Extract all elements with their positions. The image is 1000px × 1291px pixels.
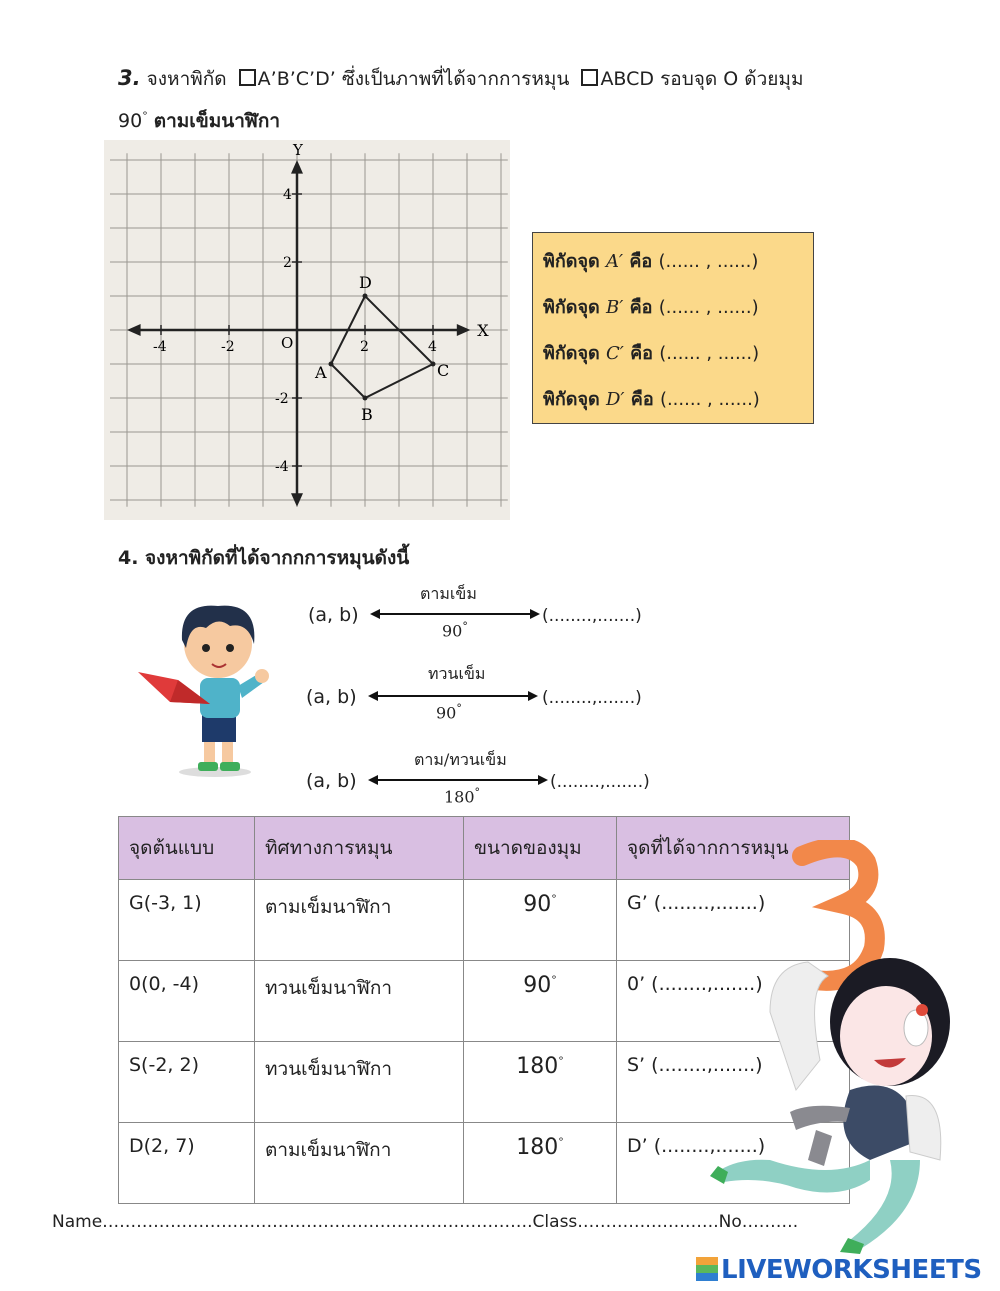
rotation-from: (a, b)	[306, 770, 357, 792]
answer-word: คือ	[629, 251, 653, 272]
table-cell-point: S(-2, 2)	[119, 1042, 255, 1123]
q3-shape-prime: A’B’C’D’	[257, 68, 336, 90]
degree-sign: °	[558, 1135, 564, 1149]
degree-sign: °	[456, 702, 462, 715]
quadrilateral-abcd	[331, 296, 433, 398]
table-cell-point: D(2, 7)	[119, 1123, 255, 1204]
table-header: จุดต้นแบบ	[119, 817, 255, 880]
table-cell-point: 0(0, -4)	[119, 961, 255, 1042]
logo-icon	[696, 1257, 718, 1281]
answer-box	[532, 232, 814, 424]
quadrilateral-icon	[581, 69, 598, 86]
table-cell-result[interactable]: 0’ (........,.......)	[617, 961, 850, 1042]
angle-value: 90	[523, 892, 552, 917]
rotation-direction: ตามเข็ม	[420, 584, 477, 603]
vertex-point	[329, 362, 334, 367]
x-tick-label: -4	[153, 339, 167, 355]
answer-blank[interactable]: (...... , ......)	[658, 297, 759, 318]
angle-value: 90	[523, 973, 552, 998]
answer-word: คือ	[630, 389, 654, 410]
answer-row-a[interactable]	[543, 239, 813, 285]
girl-with-number-three-illustration	[710, 840, 980, 1260]
rotation-row-2	[306, 660, 642, 723]
table-cell-result[interactable]: S’ (........,.......)	[617, 1042, 850, 1123]
degree-sign: °	[551, 973, 557, 987]
answer-blank[interactable]: (...... , ......)	[659, 389, 760, 410]
q3-angle: 90	[118, 110, 143, 132]
answer-point: D′	[605, 389, 625, 410]
answer-blank[interactable]: (...... , ......)	[659, 343, 760, 364]
answer-label: พิกัดจุด	[543, 251, 600, 272]
answer-word: คือ	[629, 297, 653, 318]
degree-sign: °	[551, 892, 557, 906]
vertex-label: D	[359, 273, 372, 292]
table-cell-angle	[464, 1123, 617, 1204]
student-info-line[interactable]: Name………………………………………………………………….Class…………………….No……….	[52, 1212, 799, 1232]
answer-point: C′	[605, 343, 624, 364]
x-tick-label: 4	[428, 339, 437, 355]
rotation-direction: ทวนเข็ม	[428, 664, 486, 683]
liveworksheets-logo	[696, 1255, 982, 1285]
table-cell-direction: ทวนเข็มนาฬิกา	[255, 1042, 464, 1123]
answer-label: พิกัดจุด	[543, 389, 600, 410]
table-cell-result[interactable]: G’ (........,.......)	[617, 880, 850, 961]
rotation-from: (a, b)	[308, 604, 359, 626]
answer-blank[interactable]: (...... , ......)	[658, 251, 759, 272]
origin-label: O	[281, 334, 294, 352]
x-axis-label: X	[477, 321, 489, 340]
rotation-answer-blank[interactable]: (........,.......)	[542, 688, 642, 708]
degree-sign: °	[474, 786, 481, 799]
table-header: จุดที่ได้จากการหมุน	[617, 817, 850, 880]
table-cell-point: G(-3, 1)	[119, 880, 255, 961]
x-axis-arrow-left	[127, 324, 141, 336]
answer-word: คือ	[630, 343, 653, 364]
vertex-point	[363, 396, 368, 401]
answer-row-c[interactable]	[543, 331, 813, 377]
q3-line2	[118, 106, 280, 136]
coordinate-graph	[104, 140, 510, 520]
rotation-angle: 90	[436, 703, 457, 723]
vertex-point	[431, 362, 436, 367]
angle-value: 180	[516, 1054, 559, 1079]
vertex-label: B	[361, 405, 373, 424]
x-tick-label: -2	[221, 339, 235, 355]
degree-sign: °	[462, 620, 468, 633]
angle-value: 180	[516, 1135, 559, 1160]
y-tick-label: -4	[275, 459, 289, 475]
table-cell-direction: ตามเข็มนาฬิกา	[255, 880, 464, 961]
rotation-direction: ตาม/ทวนเข็ม	[414, 750, 507, 769]
table-cell-result[interactable]: D’ (........,.......)	[617, 1123, 850, 1204]
rotation-angle: 90	[442, 621, 463, 641]
q4-title: 4. จงหาพิกัดที่ได้จากกการหมุนดังนี้	[118, 547, 410, 569]
answer-row-d[interactable]	[543, 377, 813, 423]
degree-sign: °	[142, 109, 148, 123]
y-tick-label: 4	[283, 187, 292, 203]
q3-number: 3.	[118, 66, 141, 90]
answer-point: A′	[605, 251, 624, 272]
quadrilateral-icon	[239, 69, 256, 86]
answer-point: B′	[605, 297, 624, 318]
rotation-from: (a, b)	[306, 686, 357, 708]
rotation-answer-blank[interactable]: (........,.......)	[550, 772, 650, 792]
q3-shape: ABCD	[600, 68, 655, 90]
table-header: ทิศทางการหมุน	[255, 817, 464, 880]
rotation-row-1	[308, 578, 642, 641]
table-cell-angle	[464, 880, 617, 961]
answer-label: พิกัดจุด	[543, 297, 600, 318]
vertex-label: C	[437, 361, 450, 380]
vertex-label: A	[315, 363, 327, 382]
y-axis-arrow-up	[291, 160, 303, 174]
vertex-point	[363, 294, 368, 299]
x-tick-label: 2	[360, 339, 369, 355]
rotation-row-3	[306, 744, 650, 807]
table-cell-direction: ตามเข็มนาฬิกา	[255, 1123, 464, 1204]
q3-title	[118, 64, 803, 94]
y-tick-label: 2	[283, 255, 292, 271]
table-header: ขนาดของมุม	[464, 817, 617, 880]
table-cell-direction: ทวนเข็มนาฬิกา	[255, 961, 464, 1042]
rotation-answer-blank[interactable]: (........,.......)	[542, 606, 642, 626]
q3-text-c: รอบจุด O ด้วยมุม	[660, 68, 804, 90]
answer-label: พิกัดจุด	[543, 343, 600, 364]
boy-reading-illustration	[130, 582, 280, 778]
y-axis-label: Y	[293, 141, 303, 160]
logo-text: LIVEWORKSHEETS	[721, 1255, 982, 1285]
graph-axes	[127, 141, 489, 507]
table-cell-angle	[464, 1042, 617, 1123]
x-axis-arrow-right	[457, 324, 471, 336]
q3-text-a: จงหาพิกัด	[146, 68, 227, 90]
y-tick-label: -2	[275, 391, 289, 407]
degree-sign: °	[558, 1054, 564, 1068]
table-cell-angle	[464, 961, 617, 1042]
answer-row-b[interactable]	[543, 285, 813, 331]
q3-direction: ตามเข็มนาฬิกา	[153, 110, 281, 132]
graph-svg	[104, 140, 510, 520]
rotation-angle: 180	[444, 787, 475, 807]
q3-text-b: ซึ่งเป็นภาพที่ได้จากการหมุน	[341, 68, 570, 90]
